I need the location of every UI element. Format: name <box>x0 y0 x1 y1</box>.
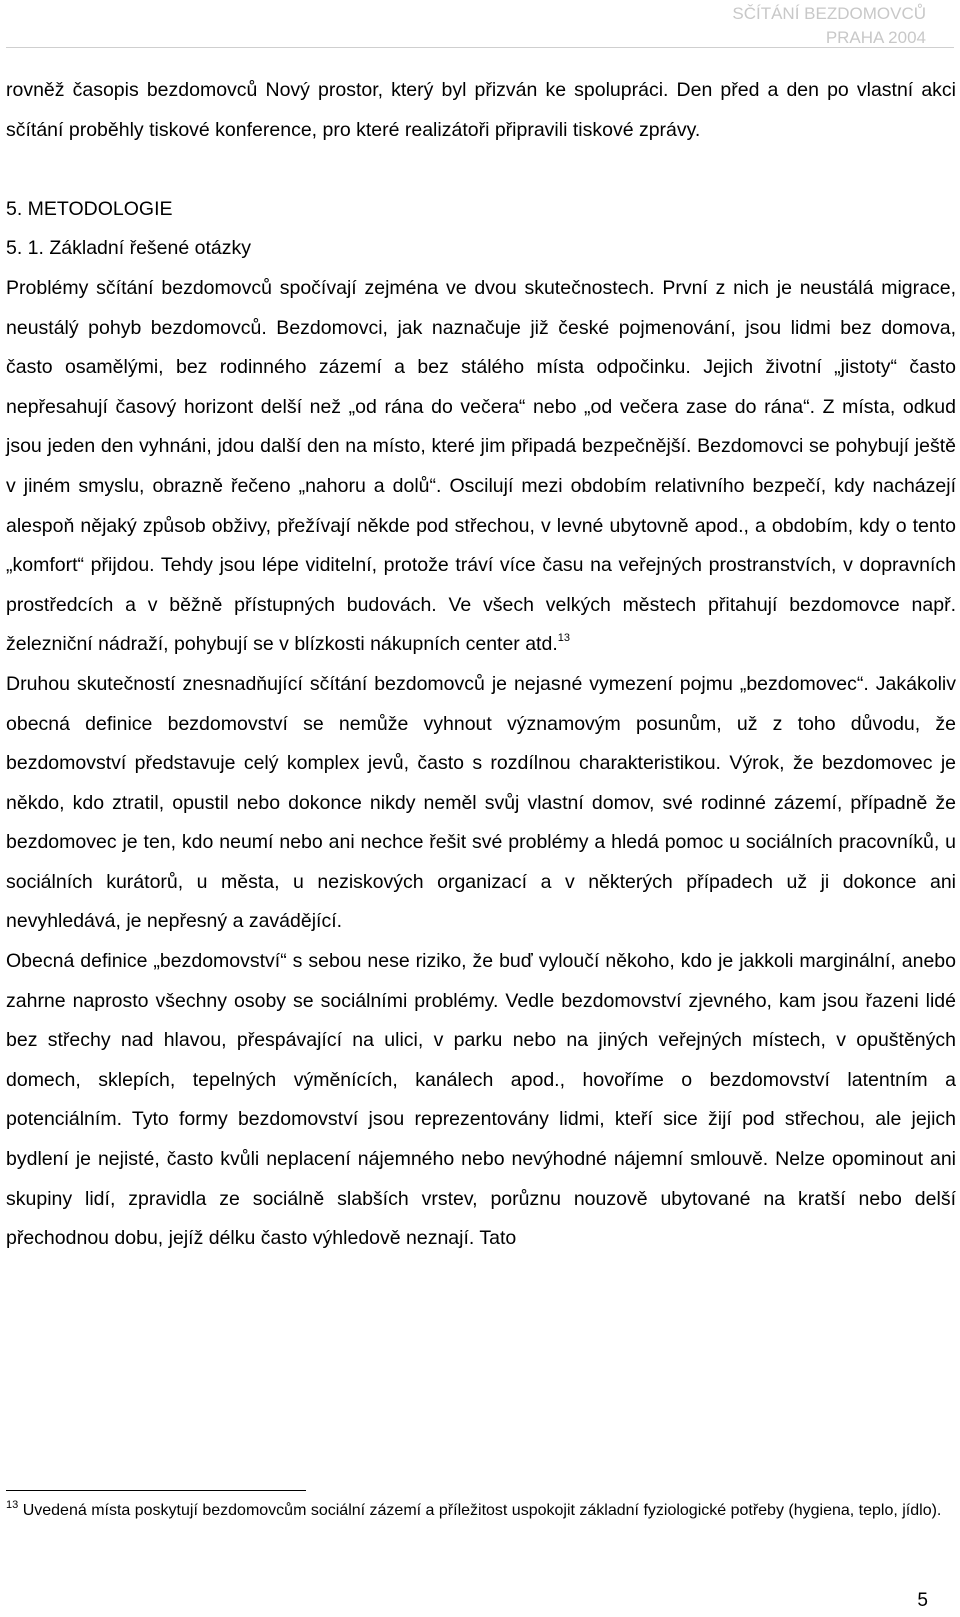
header-subtitle: PRAHA 2004 <box>825 28 926 47</box>
intro-paragraph: rovněž časopis bezdomovců Nový prostor, který byl přizván ke spolupráci. Den před a den po vlastní akci sčítání proběhly tiskové konference, pro které realizátoři připravili tiskové zprávy. <box>6 79 956 141</box>
footnote-text: Uvedená místa poskytují bezdomovcům sociální zázemí a příležitost uspokojit základní fyziologické potřeby (hygiena, teplo, jídlo). <box>22 1502 942 1519</box>
footnote-number: 13 <box>6 1499 19 1511</box>
paragraph-1 <box>6 269 956 665</box>
page-body <box>6 71 956 1259</box>
paragraph-1-text: Problémy sčítání bezdomovců spočívají zejména ve dvou skutečnostech. První z nich je neustálá migrace, neustálý pohyb bezdomovců. Bezdomovci, jak naznačuje již české pojmenování, jsou lidmi bez domova, často osamělými, bez rodinného zázemí a bez stálého místa odpočinku. Jejich životní „jistoty“ často nepřesahují časový horizont delší než „od rána do večera“ nebo „od večera zase do rána“. Z místa, odkud jsou jeden den vyhnáni, jdou další den na místo, které jim připadá bezpečnější. Bezdomovci se pohybují ještě v jiném smyslu, obrazně řečeno „nahoru a dolů“. Oscilují mezi obdobím relativního bezpečí, kdy nacházejí alespoň nějaký způsob obživy, přežívají někde pod střechou, v levné ubytovně apod., a obdobím, kdy o tento „komfort“ přijdou. Tehdy jsou lépe viditelní, protože tráví více času na veřejných prostranstvích, v dopravních prostředcích a v běžně přístupných budovách. Ve všech velkých městech přitahují bezdomovce např. železniční nádraží, pohybují se v blízkosti nákupních center atd. <box>6 276 956 656</box>
header-divider <box>6 47 954 48</box>
footnote-divider <box>6 1490 306 1491</box>
blank-line <box>6 150 956 190</box>
paragraph-2: Druhou skutečností znesnadňující sčítání bezdomovců je nejasné vymezení pojmu „bezdomovec“. Jakákoliv obecná definice bezdomovství se nemůže vyhnout významovým posunům, už z toho důvodu, že bezdomovství představuje celý komplex jevů, často s rozdílnou charakteristikou. Výrok, že bezdomovec je někdo, kdo ztratil, opustil nebo dokonce nikdy neměl svůj vlastní domov, své rodinné zázemí, případně že bezdomovec je ten, kdo neumí nebo ani nechce řešit své problémy a hledá pomoc u sociálních pracovníků, u sociálních kurátorů, u města, u neziskových organizací a v některých případech už ji dokonce ani nevyhledává, je nepřesný a zavádějící. <box>6 672 956 933</box>
footnote-reference[interactable]: 13 <box>557 632 570 645</box>
header-title: SČÍTÁNÍ BEZDOMOVCŮ <box>732 4 926 23</box>
running-header <box>732 2 926 50</box>
footnote <box>6 1497 956 1524</box>
page-number: 5 <box>917 1590 928 1611</box>
paragraph-3: Obecná definice „bezdomovství“ s sebou nese riziko, že buď vyloučí někoho, kdo je jakkoli marginální, anebo zahrne naprosto všechny osoby se sociálními problémy. Vedle bezdomovství zjevného, kam jsou řazeni lidé bez střechy nad hlavou, přespávající na ulici, v parku nebo na jiných veřejných místech, v opuštěných domech, sklepích, tepelných výměnících, kanálech apod., hovoříme o bezdomovství latentním a potenciálním. Tyto formy bezdomovství jsou reprezentovány lidmi, kteří sice žijí pod střechou, ale jejich bydlení je nejisté, často kvůli neplacení nájemného nebo nevýhodné nájemní smlouvě. Nelze opominout ani skupiny lidí, zpravidla ze sociálně slabších vrstev, porůznu nouzově ubytované na kratší nebo delší přechodnou dobu, jejíž délku často výhledově neznají. Tato <box>6 950 956 1250</box>
subsection-title: 5. 1. Základní řešené otázky <box>6 237 251 260</box>
section-title: 5. METODOLOGIE <box>6 197 173 220</box>
